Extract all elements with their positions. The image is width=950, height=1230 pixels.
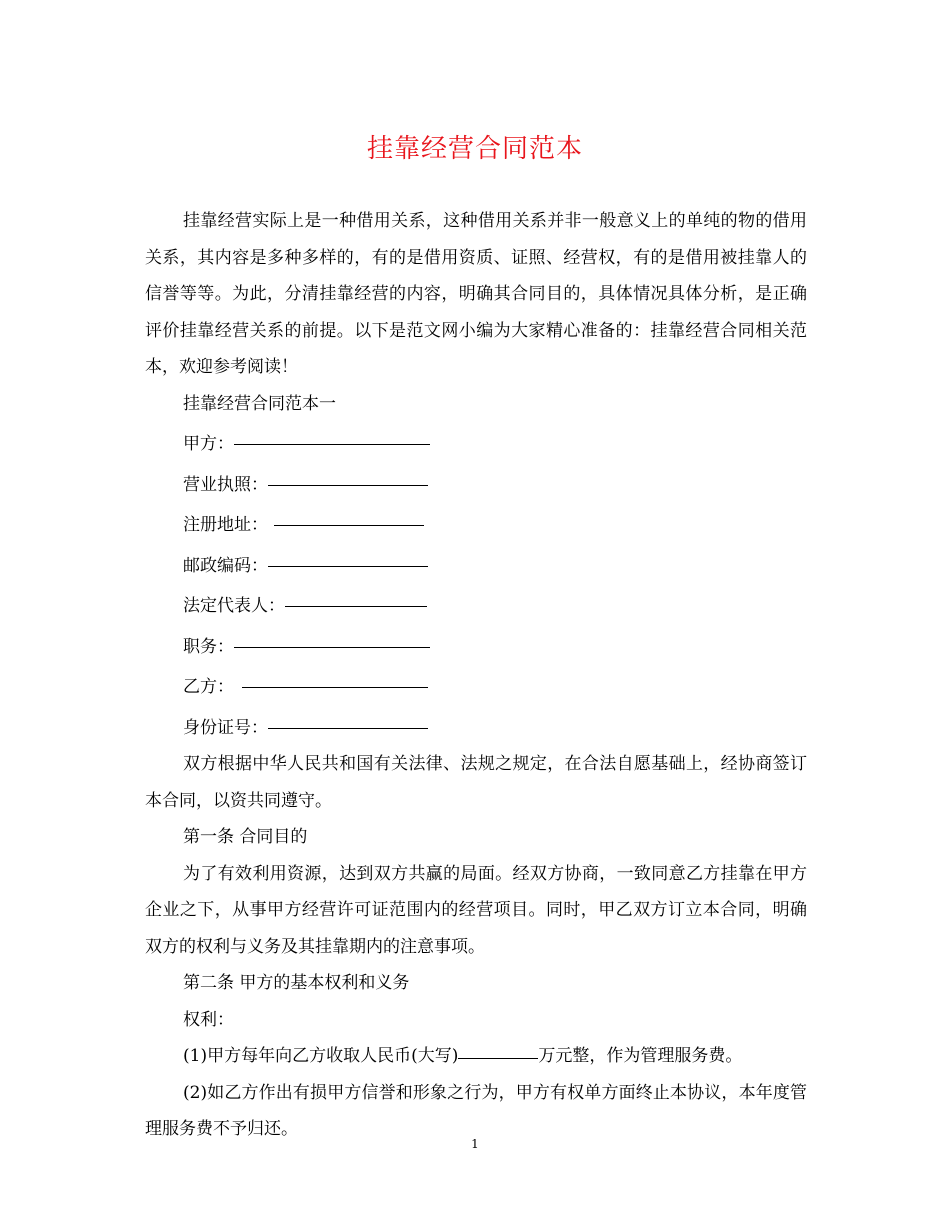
field-label: 注册地址： xyxy=(183,515,268,535)
blank-line xyxy=(234,621,430,648)
blank-line xyxy=(268,459,428,486)
intro-paragraph: 挂靠经营实际上是一种借用关系，这种借用关系并非一般意义上的单纯的物的借用关系，其内容是多种多样的，有的是借用资质、证照、经营权，有的是借用被挂靠人的信誉等等。为此，分清挂靠经营的内容，明确其合同目的，具体情况具体分析，是正确评价挂靠经营关系的前提。以下是范文网小编为大家精心准备的：挂靠经营合同相关范本，欢迎参考阅读！ xyxy=(145,211,807,377)
page-number: 1 xyxy=(471,1137,479,1151)
blank-line xyxy=(285,580,427,607)
field-legal-representative xyxy=(145,584,807,625)
field-label: 营业执照： xyxy=(183,474,268,495)
right-item-1-text: (1)甲方每年向乙方收取人民币(大写) xyxy=(183,1046,459,1066)
field-label: 乙方： xyxy=(183,677,234,697)
article1-heading: 第一条 合同目的 xyxy=(183,827,308,847)
article1-body: 为了有效利用资源，达到双方共赢的局面。经双方协商，一致同意乙方挂靠在甲方企业之下，从事甲方经营许可证范围内的经营项目。同时，甲乙双方订立本合同，明确双方的权利与义务及其挂靠期内的注意事项。 xyxy=(145,863,807,957)
field-label: 邮政编码： xyxy=(183,555,268,576)
blank-line xyxy=(242,661,428,688)
blank-line xyxy=(234,418,430,445)
right-item-1 xyxy=(145,1038,807,1075)
article2-heading: 第二条 甲方的基本权利和义务 xyxy=(183,973,410,993)
section-heading: 挂靠经营合同范本一 xyxy=(183,393,336,414)
field-business-license xyxy=(145,463,807,504)
rights-heading: 权利： xyxy=(183,1009,234,1030)
preamble-paragraph: 双方根据中华人民共和国有关法律、法规之规定，在合法自愿基础上，经协商签订本合同，以资共同遵守。 xyxy=(145,754,807,811)
field-label: 甲方： xyxy=(183,434,234,454)
field-party-a xyxy=(145,422,807,463)
field-registered-address xyxy=(145,503,807,544)
field-party-b xyxy=(145,665,807,706)
field-position xyxy=(145,625,807,666)
document-body xyxy=(145,203,807,1148)
field-label: 职务： xyxy=(183,636,234,657)
right-item-1-text-end: 万元整，作为管理服务费。 xyxy=(538,1046,743,1066)
blank-line xyxy=(268,540,428,567)
right-item-2: (2)如乙方作出有损甲方信誉和形象之行为，甲方有权单方面终止本协议，本年度管理服务费不予归还。 xyxy=(145,1082,807,1139)
field-id-number xyxy=(145,706,807,747)
blank-line xyxy=(458,1036,538,1059)
blank-line xyxy=(268,702,428,729)
field-postal-code xyxy=(145,544,807,585)
blank-line xyxy=(274,499,424,526)
field-label: 法定代表人： xyxy=(183,596,285,616)
document-title: 挂靠经营合同范本 xyxy=(366,134,583,164)
field-label: 身份证号： xyxy=(183,717,268,738)
